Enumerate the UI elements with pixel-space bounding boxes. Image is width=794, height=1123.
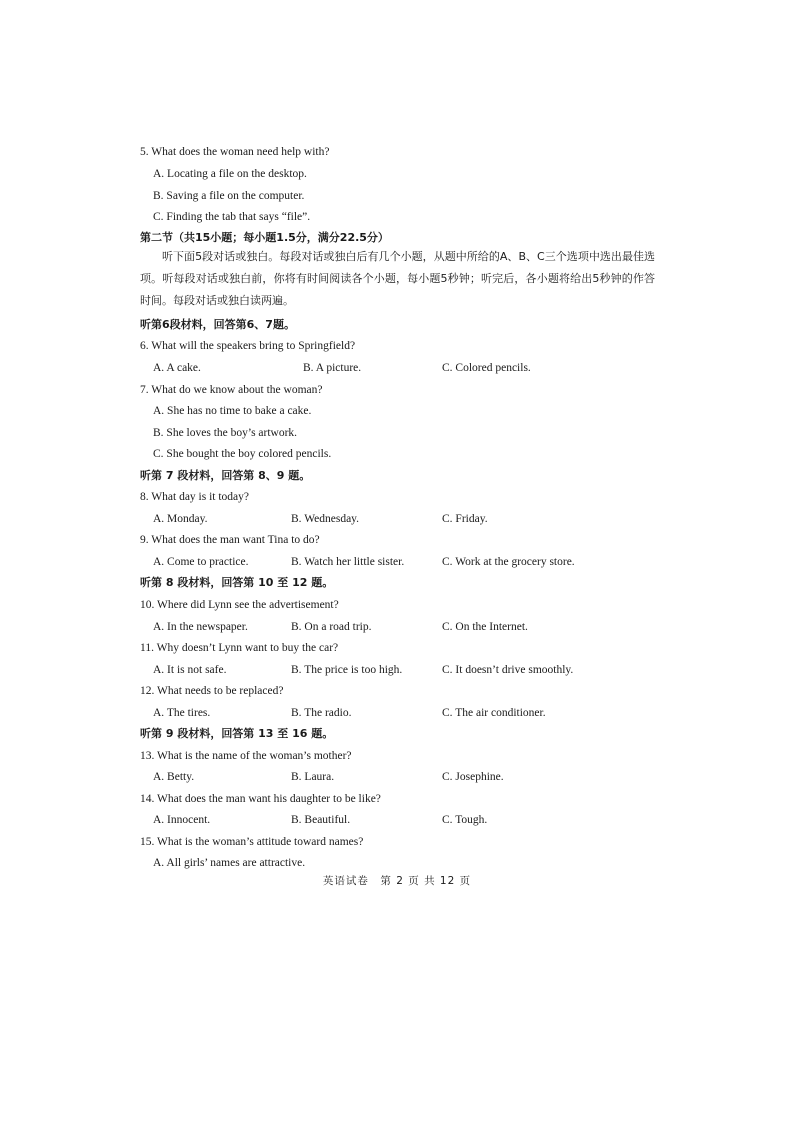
q13-option-c: C. Josephine. — [442, 771, 504, 783]
q12-option-a: A. The tires. — [153, 707, 211, 719]
question-10: 10. Where did Lynn see the advertisement? — [140, 599, 339, 611]
q5-option-b: B. Saving a file on the computer. — [153, 190, 305, 202]
q10-option-c: C. On the Internet. — [442, 621, 528, 633]
q14-option-b: B. Beautiful. — [291, 814, 351, 826]
q14-option-a: A. Innocent. — [153, 814, 211, 826]
q6-option-c: C. Colored pencils. — [442, 362, 531, 374]
q14-option-c: C. Tough. — [442, 814, 488, 826]
q7-option-c: C. She bought the boy colored pencils. — [153, 448, 332, 460]
q8-option-b: B. Wednesday. — [291, 513, 360, 525]
q10-option-a: A. In the newspaper. — [153, 621, 248, 633]
q7-option-b: B. She loves the boy’s artwork. — [153, 427, 298, 439]
question-7: 7. What do we know about the woman? — [140, 384, 323, 396]
question-13: 13. What is the name of the woman’s mother? — [140, 750, 352, 762]
question-14: 14. What does the man want his daughter to be like? — [140, 793, 381, 805]
q13-option-a: A. Betty. — [153, 771, 195, 783]
section-2-instructions: 听下面5段对话或独白。每段对话或独白后有几个小题，从题中所给的A、B、C三个选项中选出最佳选项。听每段对话或独白前，你将有时间阅读各个小题，每小题5秒钟；听完后，各小题将给出5秒钟的作答时间。每段对话或独白读两遍。 — [140, 250, 655, 307]
question-15: 15. What is the woman’s attitude toward names? — [140, 836, 364, 848]
q11-option-b: B. The price is too high. — [291, 664, 403, 676]
q8-option-c: C. Friday. — [442, 513, 488, 525]
question-12: 12. What needs to be replaced? — [140, 685, 284, 697]
question-6: 6. What will the speakers bring to Springfield? — [140, 340, 356, 352]
q5-option-a: A. Locating a file on the desktop. — [153, 168, 307, 180]
q10-option-b: B. On a road trip. — [291, 621, 372, 633]
q9-option-b: B. Watch her little sister. — [291, 556, 405, 568]
question-8: 8. What day is it today? — [140, 491, 250, 503]
material-7-heading: 听第 7 段材料，回答第 8、9 题。 — [140, 469, 311, 482]
q11-option-a: A. It is not safe. — [153, 664, 227, 676]
q8-option-a: A. Monday. — [153, 513, 208, 525]
page-footer: 英语试卷 第 2 页 共 12 页 — [322, 875, 472, 887]
material-9-heading: 听第 9 段材料，回答第 13 至 16 题。 — [140, 727, 334, 740]
material-8-heading: 听第 8 段材料，回答第 10 至 12 题。 — [140, 576, 334, 589]
q9-option-a: A. Come to practice. — [153, 556, 249, 568]
q13-option-b: B. Laura. — [291, 771, 335, 783]
q12-option-b: B. The radio. — [291, 707, 352, 719]
q12-option-c: C. The air conditioner. — [442, 707, 546, 719]
question-5: 5. What does the woman need help with? — [140, 146, 330, 158]
q7-option-a: A. She has no time to bake a cake. — [153, 405, 312, 417]
q6-option-a: A. A cake. — [153, 362, 201, 374]
q5-option-c: C. Finding the tab that says “file”. — [153, 211, 311, 223]
q6-option-b: B. A picture. — [303, 362, 362, 374]
section-2-title: 第二节（共15小题；每小题1.5分，满分22.5分） — [140, 231, 389, 244]
q15-option-a: A. All girls’ names are attractive. — [153, 857, 306, 869]
question-11: 11. Why doesn’t Lynn want to buy the car? — [140, 642, 339, 654]
material-6-heading: 听第6段材料，回答第6、7题。 — [140, 318, 295, 331]
q9-option-c: C. Work at the grocery store. — [442, 556, 575, 568]
q11-option-c: C. It doesn’t drive smoothly. — [442, 664, 574, 676]
question-9: 9. What does the man want Tina to do? — [140, 534, 320, 546]
